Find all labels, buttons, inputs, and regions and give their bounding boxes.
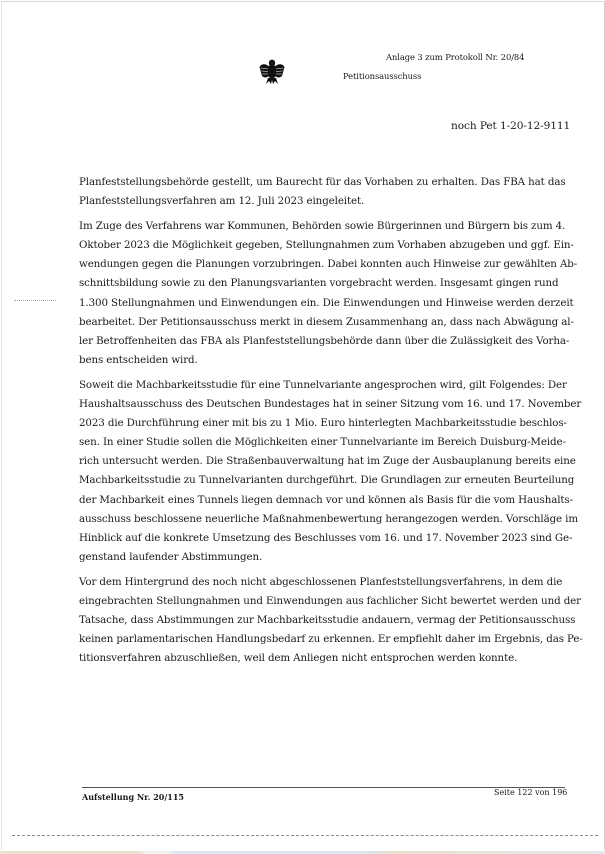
text-line: sen. In einer Studie sollen die Möglichkeiten einer Tunnelvariante im Bereich Duisburg-Meide- (79, 436, 566, 449)
text-line: ler Betroffenheiten das FBA als Planfeststellungsbehörde dann über die Zulässigkeit des Vorha- (79, 334, 570, 347)
text-line: Hinblick auf die konkrete Umsetzung des Beschlusses vom 16. und 17. November 2023 sind Ge- (79, 531, 573, 544)
text-line: eingebrachten Stellungnahmen und Einwendungen aus fachlicher Sicht bewertet werden und der (79, 594, 581, 607)
text-line: rich untersucht werden. Die Straßenbauverwaltung hat im Zuge der Ausbauplanung bereits eine (79, 455, 576, 468)
text-line: Soweit die Machbarkeitsstudie für eine Tunnelvariante angesprochen wird, gilt Folgendes: Der (79, 378, 567, 391)
text-line: schnittsbildung sowie zu den Planungsvarianten vorgebracht werden. Insgesamt gingen rund (79, 277, 559, 290)
annex-reference: Anlage 3 zum Protokoll Nr. 20/84 (386, 52, 525, 62)
page-number: Seite 122 von 196 (494, 788, 568, 797)
paragraph-2 (79, 217, 578, 370)
text-line: 2023 die Durchführung einer mit bis zu 1 Mio. Euro hinterlegten Machbarkeitsstudie beschlos- (79, 417, 567, 430)
text-line: 1.300 Stellungnahmen und Einwendungen ein. Die Einwendungen und Hinweise werden derzeit (79, 296, 574, 309)
listing-number: Aufstellung Nr. 20/115 (82, 792, 184, 802)
text-line: Machbarkeitsstudie zu Tunnelvarianten durchgeführt. Die Grundlagen zur erneuten Beurteilung (79, 474, 575, 487)
bundestag-eagle-icon (259, 57, 285, 85)
text-line: titionsverfahren abzuschließen, weil dem Anliegen nicht entsprochen werden konnte. (79, 652, 518, 665)
paragraph-4 (79, 573, 583, 668)
document-body (79, 173, 583, 674)
text-line: der Machbarkeit eines Tunnels liegen demnach vor und können als Basis für die vom Haushalts- (79, 493, 573, 506)
text-line: bens entscheiden wird. (79, 353, 198, 366)
paragraph-1 (79, 173, 569, 211)
text-line: Planfeststellungsverfahren am 12. Juli 2023 eingeleitet. (79, 195, 365, 208)
text-line: ausschuss beschlossene neuerliche Maßnahmenbewertung herangezogen werden. Vorschläge im (79, 512, 578, 525)
text-line: genstand laufender Abstimmungen. (79, 550, 263, 563)
footer-divider (82, 787, 565, 788)
text-line: Haushaltsausschuss des Deutschen Bundestages hat in seiner Sitzung vom 16. und 17. November (79, 398, 582, 411)
petition-number: noch Pet 1-20-12-9111 (451, 120, 571, 132)
text-line: keinen parlamentarischen Handlungsbedarf zu erkennen. Er empfiehlt daher im Ergebnis, das Pe- (79, 633, 583, 646)
text-line: Planfeststellungsbehörde gestellt, um Baurecht für das Vorhaben zu erhalten. Das FBA hat das (79, 176, 566, 188)
text-line: Tatsache, dass Abstimmungen zur Machbarkeitsstudie andauern, vermag der Petitionsausschuss (79, 614, 576, 627)
text-line: Oktober 2023 die Möglichkeit gegeben, Stellungnahmen zum Vorhaben abzugeben und ggf. Ein- (79, 239, 574, 252)
text-line: wendungen gegen die Planungen vorzubringen. Dabei konnten auch Hinweise zur gewählten Ab- (79, 258, 578, 271)
text-line: bearbeitet. Der Petitionsausschuss merkt in diesem Zusammenhang an, dass nach Abwägung al- (79, 315, 574, 328)
scan-edge-line (12, 835, 598, 836)
text-line: Vor dem Hintergrund des noch nicht abgeschlossenen Planfeststellungsverfahrens, in dem die (79, 575, 563, 588)
text-line: Im Zuge des Verfahrens war Kommunen, Behörden sowie Bürgerinnen und Bürgern bis zum 4. (79, 220, 566, 233)
document-page (1, 1, 605, 850)
committee-name: Petitionsausschuss (343, 71, 422, 81)
scan-artifact (14, 300, 56, 301)
paragraph-3 (79, 376, 582, 567)
